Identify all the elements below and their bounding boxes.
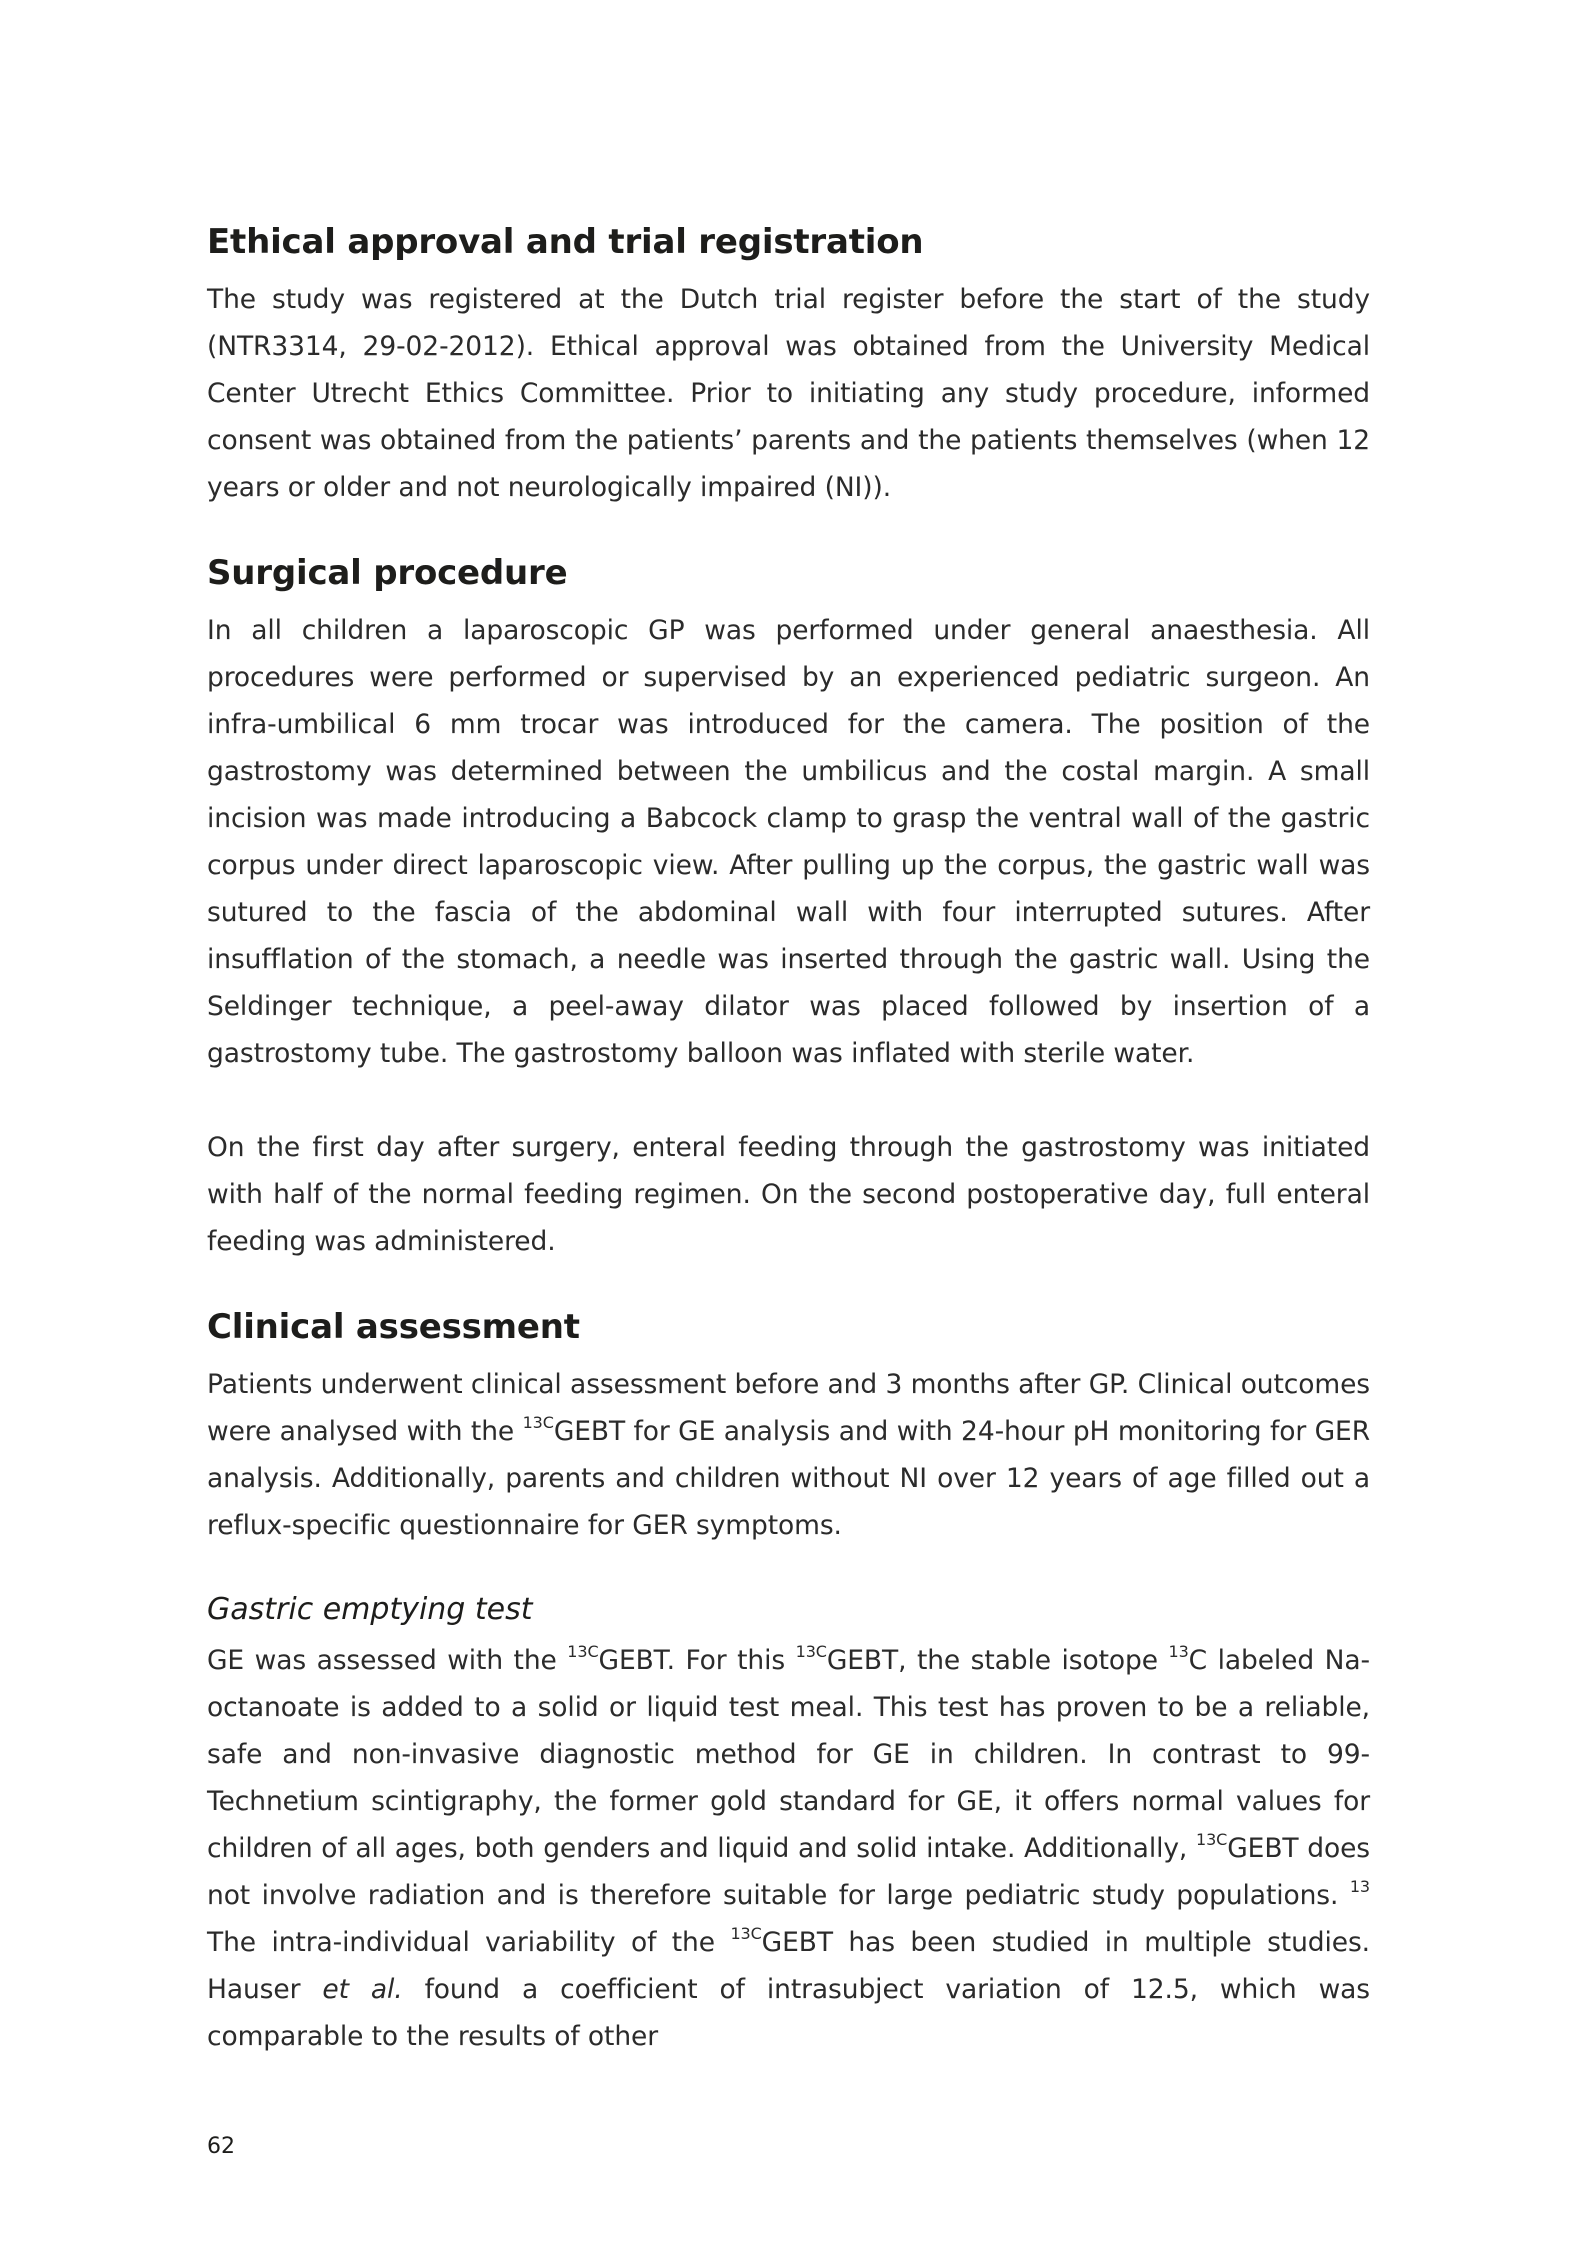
page-content [207, 220, 1370, 2100]
section-ethical-approval [207, 220, 1370, 511]
paragraph-postoperative-feeding: On the first day after surgery, enteral feeding through the gastrostomy was initiated with half of the normal feeding regimen. On the second postoperative day, full enteral feeding was administered. [207, 1132, 1370, 1257]
citation-superscript: 13 [1349, 1877, 1370, 1896]
section-surgical-procedure [207, 551, 1370, 1265]
text-run: GEBT has been studied in multiple studies. Hauser [207, 1927, 1371, 2005]
text-run: GEBT. For this [598, 1645, 796, 1676]
paragraph-clinical-assessment [207, 1361, 1370, 1549]
page-number: 62 [207, 2134, 235, 2159]
isotope-superscript: 13C [730, 1924, 762, 1943]
text-run: GEBT, the stable isotope [826, 1645, 1169, 1676]
italic-et-al: et al. [322, 1974, 403, 2005]
text-run: The intra-individual variability of the [207, 1927, 731, 1958]
paragraph-surgical-procedure: In all children a laparoscopic GP was performed under general anaesthesia. All procedures were performed or supervised by an experienced pediatric surgeon. An infra-umbilical 6 mm trocar was introduced for the camera. The position of the gastrostomy was determined between the umbilicus and the costal margin. A small incision was made introducing a Babcock clamp to grasp the ventral wall of the gastric corpus under direct laparoscopic view. After pulling up the corpus, the gastric wall was sutured to the fascia of the abdominal wall with four interrupted sutures. After insufflation of the stomach, a needle was inserted through the gastric wall. Using the Seldinger technique, a peel-away dilator was placed followed by insertion of a gastrostomy tube. The gastrostomy balloon was inflated with sterile water. [207, 615, 1370, 1069]
text-run: Patients underwent clinical assessment before and 3 months after GP. Clinical outcomes were analysed with the [207, 1369, 1370, 1447]
isotope-superscript: 13C [567, 1642, 599, 1661]
isotope-superscript: 13C [522, 1413, 554, 1432]
section-clinical-assessment [207, 1305, 1370, 1549]
paragraph-ethical-approval: The study was registered at the Dutch trial register before the start of the study (NTR3314, 29-02-2012). Ethical approval was obtained from the University Medical Center Utrecht Ethics Committee. Prior to initiating any study procedure, informed consent was obtained from the patients’ parents and the patients themselves (when 12 years or older and not neurologically impaired (NI)). [207, 284, 1370, 503]
heading-surgical-procedure: Surgical procedure [207, 553, 568, 593]
isotope-superscript: 13C [1196, 1830, 1228, 1849]
text-run: found a coefficient of intrasubject variation of 12.5, which was comparable to the results of other [207, 1974, 1370, 2052]
heading-gastric-emptying-test: Gastric emptying test [207, 1592, 533, 1627]
text-run: GE was assessed with the [207, 1645, 568, 1676]
heading-clinical-assessment: Clinical assessment [207, 1307, 580, 1347]
text-run: C labeled Na-octanoate is added to a solid or liquid test meal. This test has proven to be a reliable, safe and non-invasive diagnostic method for GE in children. In contrast to 99-Technetium scintigraphy, the former gold standard for GE, it offers normal values for children of all ages, both genders and liquid and solid intake. Additionally, [207, 1645, 1370, 1864]
isotope-superscript: 13 [1168, 1642, 1189, 1661]
section-gastric-emptying-test [207, 1589, 1370, 2060]
text-run: GEBT for GE analysis and with 24-hour pH monitoring for GER analysis. Additionally, parents and children without NI over 12 years of age filled out a reflux-specific questionnaire for GER symptoms. [207, 1416, 1371, 1541]
isotope-superscript: 13C [795, 1642, 827, 1661]
heading-ethical-approval: Ethical approval and trial registration [207, 222, 924, 262]
text-run: GEBT does not involve radiation and is therefore suitable for large pediatric study populations. [207, 1833, 1370, 1911]
paragraph-gastric-emptying-test [207, 1637, 1370, 2060]
